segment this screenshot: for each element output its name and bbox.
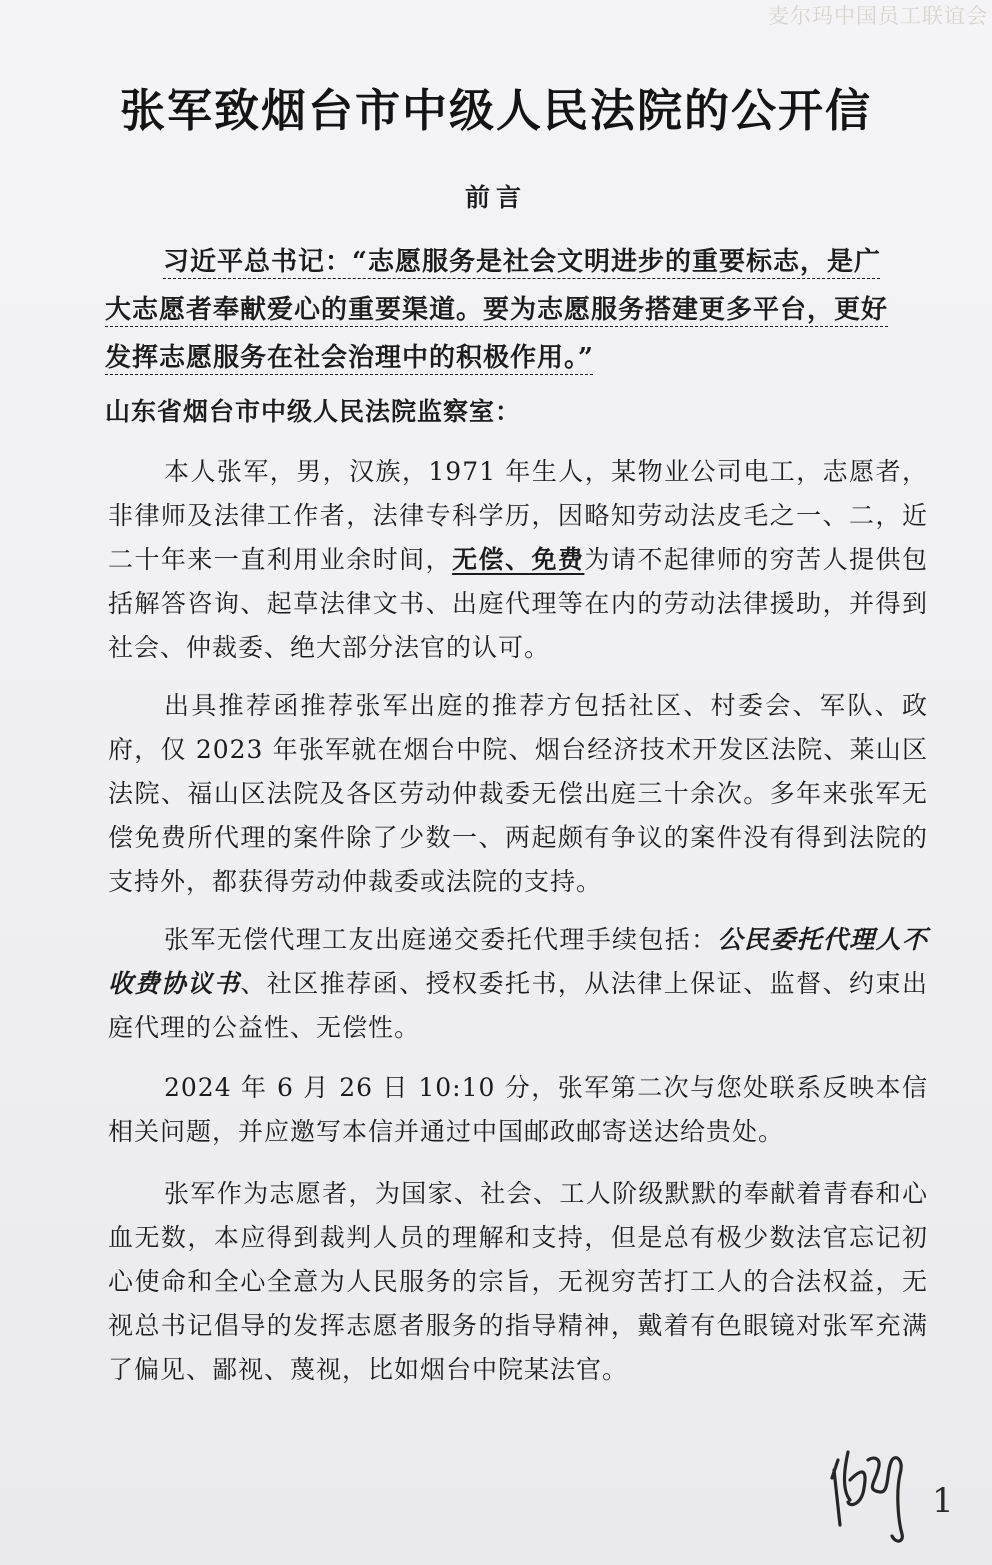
quote-block <box>105 238 937 382</box>
handwritten-signature <box>820 1430 970 1550</box>
emphasis-free-of-charge: 无偿、免费 <box>452 545 585 574</box>
paragraph-3: 张军无偿代理工友出庭递交委托代理手续包括：公民委托代理人不收费协议书、社区推荐函、授权委托书，从法律上保证、监督、约束出庭代理的公益性、无偿性。 <box>108 925 928 1042</box>
quote-line-2: 大志愿者奉献爱心的重要渠道。要为志愿服务搭建更多平台，更好 <box>105 295 889 325</box>
quote-line-1: 习近平总书记：“志愿服务是社会文明进步的重要标志，是广 <box>163 247 881 277</box>
preface-heading: 前言 <box>464 183 527 212</box>
paragraph-4: 2024 年 6 月 26 日 10:10 分，张军第二次与您处联系反映本信相关问题，并应邀写本信并通过中国邮政邮寄送达给贵处。 <box>108 1073 928 1146</box>
quote-line-3: 发挥志愿服务在社会治理中的积极作用。” <box>105 343 594 373</box>
emphasis-agreement: 公民委托代理人不收费协议书 <box>108 925 928 998</box>
paragraph-1: 本人张军，男，汉族，1971 年生人，某物业公司电工，志愿者，非律师及法律工作者，法律专科学历，因略知劳动法皮毛之一、二，近二十年来一直利用业余时间，无偿、免费为请不起律师的穷苦人提供包括解答咨询、起草法律文书、出庭代理等在内的劳动法律援助，并得到社会、仲裁委、绝大部分法官的认可。 <box>108 457 928 662</box>
letter-title: 张军致烟台市中级人民法院的公开信 <box>119 84 872 137</box>
page-mark: 1 <box>932 1481 954 1521</box>
addressee: 山东省烟台市中级人民法院监察室： <box>105 397 522 426</box>
watermark: 麦尔玛中国员工联谊会 <box>768 4 988 28</box>
paragraph-2: 出具推荐函推荐张军出庭的推荐方包括社区、村委会、军队、政府，仅 2023 年张军就在烟台中院、烟台经济技术开发区法院、莱山区法院、福山区法院及各区劳动仲裁委无偿出庭三十余次。多年来张军无偿免费所代理的案件除了少数一、两起颇有争议的案件没有得到法院的支持外，都获得劳动仲裁委或法院的支持。 <box>108 691 928 896</box>
paragraph-5: 张军作为志愿者，为国家、社会、工人阶级默默的奉献着青春和心血无数，本应得到裁判人员的理解和支持，但是总有极少数法官忘记初心使命和全心全意为人民服务的宗旨，无视穷苦打工人的合法权益，无视总书记倡导的发挥志愿者服务的指导精神，戴着有色眼镜对张军充满了偏见、鄙视、蔑视，比如烟台中院某法官。 <box>108 1179 928 1384</box>
